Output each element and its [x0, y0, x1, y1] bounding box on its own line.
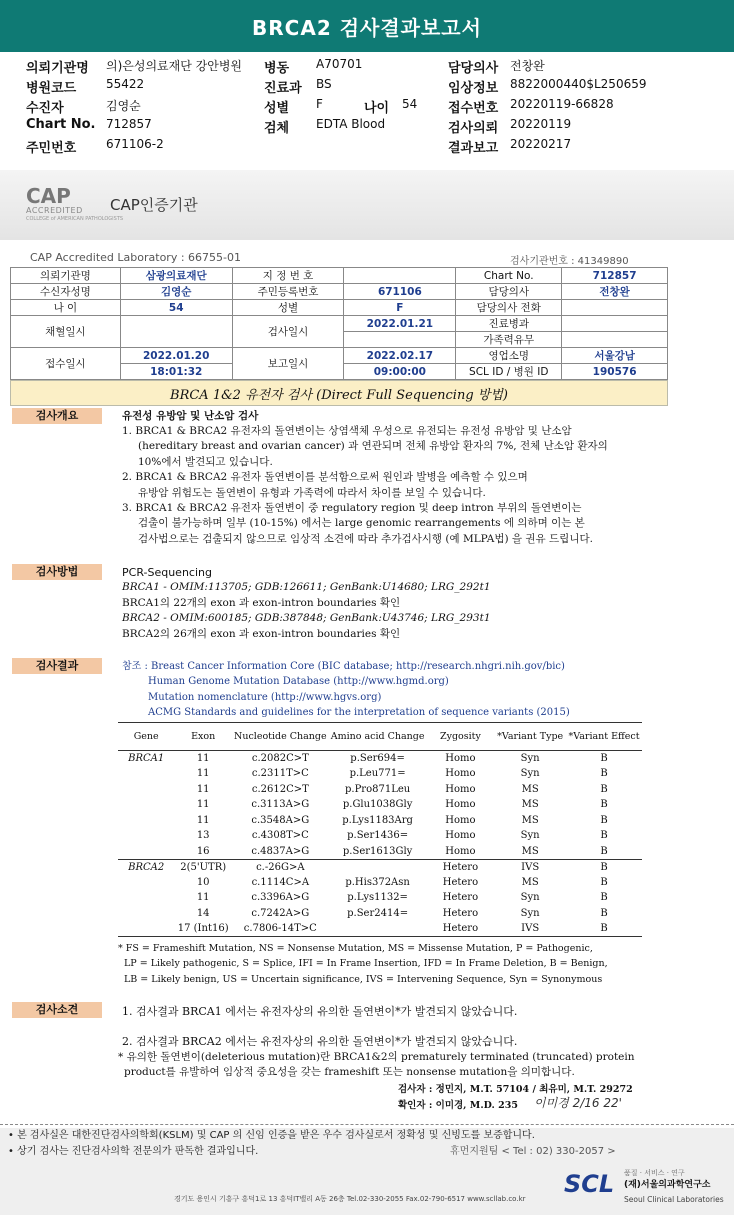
value-clinical: 8822000440$L250659 — [510, 77, 647, 91]
reference-item: Human Genome Mutation Database (http://www.hgmd.org) — [148, 676, 449, 688]
scl-logo: SCL — [564, 1170, 615, 1198]
note-line: product를 유발하여 임상적 중요성을 갖는 frameshift 또는 nonsense mutation을 의미합니다. — [124, 1066, 575, 1079]
table-cell: MS — [521, 783, 539, 795]
table-cell: 11 — [196, 814, 210, 826]
test-title: BRCA 1&2 유전자 검사 (Direct Full Sequencing 방법) — [10, 380, 668, 406]
info-value: 2022.02.17 — [344, 348, 456, 364]
method-text — [122, 565, 491, 642]
column-header: Amino acid Change — [329, 723, 427, 751]
info-value: 서울강남 — [562, 348, 668, 364]
cap-logo: CAP — [26, 184, 71, 208]
value-report-date: 20220217 — [510, 137, 572, 151]
label-rrn: 주민번호 — [26, 141, 77, 156]
table-row — [118, 875, 642, 891]
table-cell: p.Lys1183Arg — [342, 814, 413, 826]
overview-heading: 유전성 유방암 및 난소암 검사 — [122, 410, 259, 422]
value-chart: 712857 — [106, 117, 152, 131]
section-result-label: 검사결과 — [12, 658, 102, 674]
table-cell: B — [566, 859, 642, 875]
table-cell: B — [600, 814, 608, 826]
cap-college: COLLEGE of AMERICAN PATHOLOGISTS — [26, 216, 124, 222]
table-cell: 11 — [196, 753, 210, 764]
label-sex: 성별 — [264, 101, 290, 116]
variant-table — [118, 722, 642, 937]
table-cell: c.3396A>G — [251, 892, 310, 904]
reference-item: ACMG Standards and guidelines for the interpretation of sequence variants (2015) — [148, 707, 570, 719]
table-cell — [118, 828, 174, 844]
column-header: Exon — [174, 723, 232, 751]
table-cell: 14 — [196, 907, 210, 919]
table-cell: 11 — [196, 892, 210, 904]
table-cell: Syn — [520, 892, 540, 904]
table-row — [118, 828, 642, 844]
method-line: BRCA2 - OMIM:600185; GDB:387848; GenBank:U43746; LRG_293t1 — [122, 612, 491, 625]
table-cell — [118, 906, 174, 922]
table-cell: c.2311T>C — [251, 768, 309, 780]
table-cell: BRCA1 — [128, 753, 165, 764]
approver-line: 확인자 : 이미경, M.D. 235 — [398, 1100, 518, 1111]
table-cell — [118, 782, 174, 798]
table-cell: 13 — [196, 830, 210, 842]
info-value — [562, 300, 668, 316]
divider — [0, 1124, 734, 1125]
info-label: 가족력유무 — [456, 332, 562, 348]
reference-list — [122, 659, 570, 721]
info-label: 수신자성명 — [11, 284, 121, 300]
value-age: 54 — [402, 97, 418, 111]
table-cell: BRCA2 — [118, 859, 174, 875]
overview-line: 검사법으로는 검출되지 않으므로 임상적 소견에 따라 추가검사시행 (예 MLPA법) 을 권유 드립니다. — [138, 532, 593, 545]
table-cell — [118, 813, 174, 829]
label-request: 검사의뢰 — [448, 121, 499, 136]
tester-line: 검사자 : 정민지, M.T. 57104 / 최유미, M.T. 29272 — [398, 1084, 633, 1095]
overview-line: 1. BRCA1 & BRCA2 유전자의 돌연변이는 상염색체 우성으로 유전되는 유전성 유방암 및 난소암 — [122, 425, 572, 437]
table-cell: Syn — [520, 768, 540, 780]
value-org: 의)은성의료재단 강안병원 — [106, 59, 243, 73]
section-method-label: 검사방법 — [12, 564, 102, 580]
table-cell: MS — [521, 814, 539, 826]
label-clinical: 임상정보 — [448, 81, 499, 96]
info-label: 보고일시 — [232, 348, 344, 380]
table-cell: c.4308T>C — [251, 830, 309, 842]
info-label: 채혈일시 — [11, 316, 121, 348]
info-value: F — [344, 300, 456, 316]
column-header: *Variant Type — [494, 723, 566, 751]
table-cell: c.2612C>T — [251, 783, 309, 795]
table-cell: B — [600, 830, 608, 842]
label-doctor: 담당의사 — [448, 61, 499, 76]
table-row — [118, 766, 642, 782]
header-info — [0, 55, 734, 155]
table-cell: Homo — [445, 845, 476, 857]
method-line: BRCA1 - OMIM:113705; GDB:126611; GenBank:U14680; LRG_292t1 — [122, 581, 491, 594]
label-patient: 수진자 — [26, 101, 64, 116]
table-cell: Hetero — [427, 921, 495, 937]
table-cell — [118, 875, 174, 891]
table-cell: Syn — [520, 830, 540, 842]
value-rrn: 671106-2 — [106, 137, 164, 151]
value-request: 20220119 — [510, 117, 572, 131]
cap-cert-label: CAP인증기관 — [110, 196, 198, 214]
table-cell: Syn — [520, 907, 540, 919]
table-cell: 11 — [196, 768, 210, 780]
report-title: BRCA2 검사결과보고서 — [0, 0, 734, 52]
table-row — [118, 844, 642, 860]
overview-text — [122, 424, 608, 547]
table-cell — [118, 921, 174, 937]
cap-banner — [0, 170, 734, 240]
section-overview-label: 검사개요 — [12, 408, 102, 424]
column-header: *Variant Effect — [566, 723, 642, 751]
table-cell: p.Ser694= — [350, 753, 405, 764]
table-cell: p.Ser2414= — [347, 907, 409, 919]
table-cell: c.7806-14T>C — [232, 921, 329, 937]
table-cell: p.Lys1132= — [347, 892, 408, 904]
table-row — [118, 859, 642, 875]
table-row — [118, 782, 642, 798]
institution-number: 검사기관번호 : 41349890 — [510, 256, 629, 267]
column-header: Gene — [118, 723, 174, 751]
table-cell: B — [600, 799, 608, 811]
table-cell: Syn — [520, 753, 540, 764]
method-line: PCR-Sequencing — [122, 566, 212, 579]
footer-note-1: • 본 검사실은 대한진단검사의학회(KSLM) 및 CAP 의 신임 인증을 받은 우수 검사실로서 정확성 및 신빙도를 보증합니다. — [8, 1130, 535, 1141]
label-dept: 진료과 — [264, 81, 302, 96]
info-label: SCL ID / 병원 ID — [456, 364, 562, 380]
column-header: Nucleotide Change — [232, 723, 329, 751]
info-value: 김영순 — [120, 284, 232, 300]
value-ward: A70701 — [316, 57, 363, 71]
table-cell: Homo — [445, 814, 476, 826]
section-opinion-label: 검사소견 — [12, 1002, 102, 1018]
label-hospital-code: 병원코드 — [26, 81, 77, 96]
overview-line: (hereditary breast and ovarian cancer) 과 연관되며 전체 유방암 환자의 7%, 전체 난소암 환자의 — [138, 440, 608, 453]
table-cell: B — [600, 876, 608, 888]
table-cell — [118, 797, 174, 813]
table-cell: p.Pro871Leu — [345, 783, 411, 795]
note-line: * 유의한 돌연변이(deleterious mutation)란 BRCA1&2의 prematurely terminated (truncated) protein — [118, 1051, 635, 1063]
table-cell: B — [600, 907, 608, 919]
table-cell: MS — [521, 845, 539, 857]
table-cell: p.Leu771= — [349, 768, 406, 780]
table-cell: Hetero — [427, 859, 495, 875]
legend-line: LB = Likely benign, US = Uncertain significance, IVS = Intervening Sequence, Syn = Synonymous — [124, 973, 603, 985]
label-receipt: 접수번호 — [448, 101, 499, 116]
table-cell — [329, 921, 427, 937]
table-cell: B — [600, 845, 608, 857]
overview-line: 2. BRCA1 & BRCA2 유전자 돌연변이를 분석함으로써 원인과 발병을 예측할 수 있으며 — [122, 471, 528, 484]
info-value — [344, 332, 456, 348]
overview-line: 검출이 불가능하며 일부 (10-15%) 에서는 large genomic rearrangements 에 의하며 이는 본 — [138, 517, 585, 530]
table-cell — [118, 890, 174, 906]
support-phone: 휴먼지원팀 < Tel : 02) 330-2057 > — [450, 1146, 616, 1157]
overview-line: 유방암 위험도는 돌연변이 유형과 가족력에 따라서 차이를 보일 수 있습니다. — [138, 486, 486, 499]
info-value — [562, 316, 668, 332]
column-header: Zygosity — [427, 723, 495, 751]
info-value: 712857 — [562, 268, 668, 284]
legend-line: * FS = Frameshift Mutation, NS = Nonsense Mutation, MS = Missense Mutation, P = Pathogenic, — [118, 943, 593, 954]
table-cell: B — [600, 783, 608, 795]
table-cell: B — [566, 921, 642, 937]
opinion-line-2: 2. 검사결과 BRCA2 에서는 유전자상의 유의한 돌연변이*가 발견되지 않았습니다. — [122, 1035, 518, 1048]
value-dept: BS — [316, 77, 332, 91]
info-value: 18:01:32 — [120, 364, 232, 380]
info-label: 담당의사 전화 — [456, 300, 562, 316]
table-row — [118, 890, 642, 906]
table-cell — [118, 766, 174, 782]
value-specimen: EDTA Blood — [316, 117, 386, 131]
table-cell: MS — [521, 876, 539, 888]
method-line: BRCA2의 26개의 exon 과 exon-intron boundaries 확인 — [122, 627, 401, 640]
cap-lab-number: CAP Accredited Laboratory : 66755-01 — [30, 251, 241, 264]
label-specimen: 검체 — [264, 121, 290, 136]
table-cell: 2(5'UTR) — [174, 859, 232, 875]
info-label: 성별 — [232, 300, 344, 316]
opinion-note — [118, 1050, 635, 1081]
info-label: 주민등록번호 — [232, 284, 344, 300]
label-chart: Chart No. — [26, 117, 96, 132]
opinion-line-1: 1. 검사결과 BRCA1 에서는 유전자상의 유의한 돌연변이*가 발견되지 않았습니다. — [122, 1005, 518, 1018]
table-cell: B — [600, 768, 608, 780]
table-row — [118, 921, 642, 937]
table-row — [118, 751, 642, 767]
info-value: 2022.01.20 — [120, 348, 232, 364]
label-ward: 병동 — [264, 61, 290, 76]
table-cell: c.7242A>G — [251, 907, 310, 919]
table-cell: c.4837A>G — [251, 845, 310, 857]
value-hospital-code: 55422 — [106, 77, 145, 91]
info-label: Chart No. — [456, 268, 562, 284]
table-cell: Homo — [445, 830, 476, 842]
table-cell: Hetero — [442, 907, 479, 919]
table-cell: IVS — [494, 921, 566, 937]
table-cell: B — [600, 753, 608, 764]
table-cell: MS — [521, 799, 539, 811]
info-value — [120, 316, 232, 348]
table-cell: Hetero — [442, 892, 479, 904]
table-cell — [329, 859, 427, 875]
info-label: 진료병과 — [456, 316, 562, 332]
info-value: 2022.01.21 — [344, 316, 456, 332]
table-cell: 17 (Int16) — [174, 921, 232, 937]
table-cell: c.1114C>A — [251, 876, 310, 888]
info-label: 영업소명 — [456, 348, 562, 364]
scl-name-korean: (재)서울의과학연구소 — [624, 1180, 711, 1190]
value-doctor: 전창완 — [510, 59, 545, 73]
label-age: 나이 — [364, 101, 390, 116]
info-value: 09:00:00 — [344, 364, 456, 380]
info-value — [562, 332, 668, 348]
info-label: 접수일시 — [11, 348, 121, 380]
info-value — [344, 268, 456, 284]
table-cell: Hetero — [442, 876, 479, 888]
table-cell: B — [600, 892, 608, 904]
table-cell: c.2082C>T — [251, 753, 309, 764]
info-label: 의뢰기관명 — [11, 268, 121, 284]
info-value: 전창완 — [562, 284, 668, 300]
table-cell: c.-26G>A — [232, 859, 329, 875]
scl-tagline: 품질 · 서비스 · 연구 — [624, 1169, 685, 1177]
footer-note-2: • 상기 검사는 진단검사의학 전문의가 판독한 결과입니다. — [8, 1146, 259, 1157]
table-cell: c.3548A>G — [251, 814, 310, 826]
value-receipt: 20220119-66828 — [510, 97, 614, 111]
table-cell: p.His372Asn — [345, 876, 410, 888]
table-row — [118, 813, 642, 829]
table-cell: Homo — [445, 799, 476, 811]
table-cell: 11 — [196, 783, 210, 795]
info-value: 671106 — [344, 284, 456, 300]
info-value: 54 — [120, 300, 232, 316]
abbreviation-legend — [118, 941, 608, 987]
table-cell: IVS — [494, 859, 566, 875]
reference-item: 참조 : Breast Cancer Information Core (BIC database; http://research.nhgri.nih.gov/bic) — [122, 661, 565, 672]
table-cell: p.Glu1038Gly — [342, 799, 413, 811]
table-cell: 11 — [196, 799, 210, 811]
method-line: BRCA1의 22개의 exon 과 exon-intron boundaries 확인 — [122, 596, 401, 609]
table-cell: p.Ser1613Gly — [342, 845, 413, 857]
overview-line: 3. BRCA1 & BRCA2 유전자 돌연변이 중 regulatory region 및 deep intron 부위의 돌연변이는 — [122, 502, 582, 515]
info-value: 삼광의료재단 — [120, 268, 232, 284]
table-cell: Homo — [445, 753, 476, 764]
patient-info-table — [10, 267, 668, 380]
overview-line: 10%에서 발견되고 있습니다. — [138, 455, 273, 468]
table-cell — [118, 844, 174, 860]
info-label: 담당의사 — [456, 284, 562, 300]
table-cell: p.Ser1436= — [347, 830, 409, 842]
table-cell: Homo — [445, 768, 476, 780]
info-value: 190576 — [562, 364, 668, 380]
scl-name-english: Seoul Clinical Laboratories — [624, 1195, 724, 1204]
legend-line: LP = Likely pathogenic, S = Splice, IFI = In Frame Insertion, IFD = In Frame Deletion, B = Benign, — [124, 958, 608, 970]
info-label: 지 정 번 호 — [232, 268, 344, 284]
lab-address: 경기도 용인시 기흥구 흥덕1로 13 흥덕IT밸리 A동 26층 Tel.02-330-2055 Fax.02-790-6517 www.scllab.co.kr — [174, 1195, 526, 1203]
label-report-date: 결과보고 — [448, 141, 499, 156]
table-cell: c.3113A>G — [251, 799, 310, 811]
value-sex: F — [316, 97, 323, 111]
reference-item: Mutation nomenclature (http://www.hgvs.org) — [148, 691, 382, 703]
cap-accredited: ACCREDITED — [26, 206, 83, 215]
label-org: 의뢰기관명 — [26, 61, 89, 76]
info-label: 나 이 — [11, 300, 121, 316]
value-patient: 김영순 — [106, 99, 141, 113]
table-cell: 16 — [196, 845, 210, 857]
table-row — [118, 797, 642, 813]
table-cell: Homo — [445, 783, 476, 795]
info-label: 검사일시 — [232, 316, 344, 348]
table-cell: 10 — [196, 876, 210, 888]
handwritten-signature: 이미경 2/16 22' — [534, 1096, 622, 1110]
table-row — [118, 906, 642, 922]
